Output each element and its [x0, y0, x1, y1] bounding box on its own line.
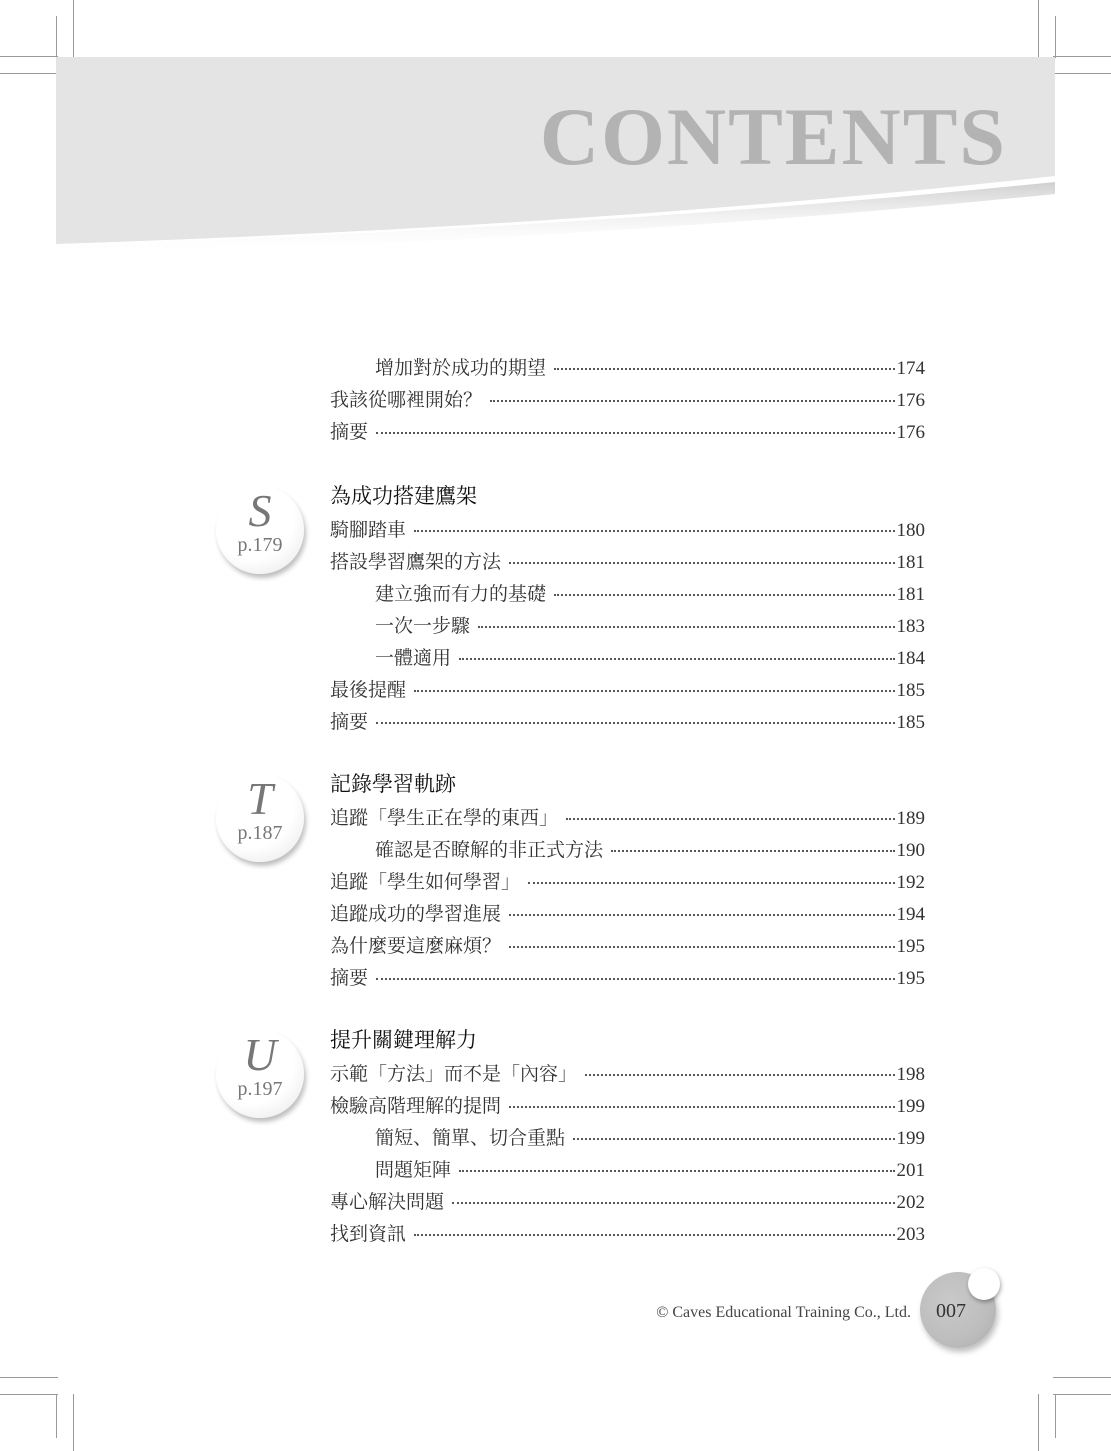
- toc-entry-page: 199: [896, 1128, 925, 1149]
- toc-entry[interactable]: [330, 706, 925, 738]
- toc-entry[interactable]: [330, 1186, 925, 1218]
- crop-mark: [73, 1394, 74, 1451]
- dot-leader: [509, 1106, 894, 1108]
- toc-entry-label: 為什麼要這麼麻煩？: [330, 935, 502, 957]
- chapter-title[interactable]: 提升關鍵理解力: [330, 1028, 477, 1052]
- toc-entry[interactable]: [330, 642, 925, 674]
- toc-entry-label: 追蹤成功的學習進展: [330, 903, 502, 925]
- crop-mark: [1053, 1394, 1111, 1395]
- chapter-body: [330, 478, 925, 738]
- dot-leader: [490, 400, 894, 402]
- toc-entry-label: 摘要: [330, 421, 369, 443]
- dot-leader: [459, 658, 894, 660]
- toc-entry-page: 184: [896, 648, 925, 669]
- chapter-badge[interactable]: [216, 486, 304, 574]
- crop-mark: [0, 1394, 58, 1395]
- toc-entry[interactable]: [330, 1090, 925, 1122]
- toc-entry-page: 180: [896, 520, 925, 541]
- chapter-page-ref: p.187: [237, 822, 283, 844]
- dot-leader: [528, 882, 894, 884]
- toc-entry-label: 增加對於成功的期望: [375, 357, 547, 379]
- toc-entry[interactable]: [330, 1154, 925, 1186]
- toc-entry[interactable]: [330, 866, 925, 898]
- toc-entry-page: 181: [896, 552, 925, 573]
- dot-leader: [459, 1170, 894, 1172]
- toc-entry-label: 建立強而有力的基礎: [375, 583, 547, 605]
- toc-entry-label: 摘要: [330, 711, 369, 733]
- dot-leader: [554, 368, 894, 370]
- chapter-title[interactable]: 記錄學習軌跡: [330, 772, 456, 796]
- toc-entry[interactable]: [330, 416, 925, 448]
- toc-entry-page: 194: [896, 904, 925, 925]
- toc-entry[interactable]: [330, 546, 925, 578]
- dot-leader: [611, 850, 894, 852]
- toc-entry-label: 一體適用: [375, 647, 452, 669]
- crop-mark: [56, 1394, 57, 1438]
- crop-mark: [1055, 1394, 1056, 1438]
- toc-entry[interactable]: [330, 898, 925, 930]
- toc-entry-page: 198: [896, 1064, 925, 1085]
- toc-entry[interactable]: [330, 384, 925, 416]
- toc-entry-page: 203: [896, 1224, 925, 1245]
- toc-entry-page: 199: [896, 1096, 925, 1117]
- toc-entry-label: 我該從哪裡開始？: [330, 389, 483, 411]
- toc-entry[interactable]: [330, 1218, 925, 1250]
- dot-leader: [585, 1074, 894, 1076]
- toc-entry-page: 190: [896, 840, 925, 861]
- toc-entry[interactable]: [330, 610, 925, 642]
- decorative-dot: [968, 1268, 1000, 1300]
- toc-entry-label: 搭設學習鷹架的方法: [330, 551, 502, 573]
- chapter-letter: T: [247, 773, 273, 824]
- toc-entry-page: 195: [896, 968, 925, 989]
- dot-leader: [376, 722, 894, 724]
- dot-leader: [376, 978, 894, 980]
- toc-entry-page: 176: [896, 422, 925, 443]
- dot-leader: [414, 690, 894, 692]
- toc-entry[interactable]: [330, 674, 925, 706]
- chapter-body: [330, 1022, 925, 1250]
- toc-entry[interactable]: [330, 578, 925, 610]
- dot-leader: [478, 626, 894, 628]
- toc-entry-label: 確認是否瞭解的非正式方法: [375, 839, 604, 861]
- dot-leader: [414, 530, 894, 532]
- dot-leader: [376, 432, 894, 434]
- toc-entry[interactable]: [330, 514, 925, 546]
- toc-entry-label: 問題矩陣: [375, 1159, 452, 1181]
- dot-leader: [554, 594, 894, 596]
- toc-entry-label: 一次一步驟: [375, 615, 471, 637]
- toc-entry-page: 174: [896, 358, 925, 379]
- dot-leader: [509, 914, 894, 916]
- toc-entry-label: 示範「方法」而不是「內容」: [330, 1063, 578, 1085]
- toc-entry-label: 追蹤「學生正在學的東西」: [330, 807, 559, 829]
- toc-entry-label: 騎腳踏車: [330, 519, 407, 541]
- toc-entry-page: 185: [896, 712, 925, 733]
- crop-mark: [1053, 1377, 1111, 1378]
- toc-entry-label: 摘要: [330, 967, 369, 989]
- toc-entry-label: 找到資訊: [330, 1223, 407, 1245]
- dot-leader: [573, 1138, 894, 1140]
- dot-leader: [414, 1234, 894, 1236]
- toc-entry-page: 202: [896, 1192, 925, 1213]
- toc-entry[interactable]: [330, 1058, 925, 1090]
- dot-leader: [509, 562, 894, 564]
- dot-leader: [566, 818, 894, 820]
- toc-entry-page: 183: [896, 616, 925, 637]
- toc-entry-label: 最後提醒: [330, 679, 407, 701]
- toc-entry[interactable]: [330, 834, 925, 866]
- toc-entry[interactable]: [330, 802, 925, 834]
- chapter-badge[interactable]: [216, 1030, 304, 1118]
- toc-entry[interactable]: [330, 962, 925, 994]
- chapter-page-ref: p.197: [237, 1078, 283, 1100]
- chapter-letter: S: [248, 485, 272, 536]
- toc-continued: [330, 352, 925, 448]
- toc-entry-label: 簡短、簡單、切合重點: [375, 1127, 566, 1149]
- crop-mark: [1038, 1394, 1039, 1451]
- copyright-notice: © Caves Educational Training Co., Ltd.: [656, 1304, 911, 1321]
- toc-entry[interactable]: [330, 930, 925, 962]
- chapter-badge[interactable]: [216, 774, 304, 862]
- toc-entry-page: 185: [896, 680, 925, 701]
- dot-leader: [452, 1202, 894, 1204]
- toc-entry-page: 181: [896, 584, 925, 605]
- chapter-title[interactable]: 為成功搭建鷹架: [330, 484, 477, 508]
- toc-entry[interactable]: [330, 352, 925, 384]
- toc-entry-label: 追蹤「學生如何學習」: [330, 871, 521, 893]
- toc-entry-page: 176: [896, 390, 925, 411]
- toc-entry-page: 195: [896, 936, 925, 957]
- page-number-badge: [920, 1272, 996, 1348]
- toc-entry-page: 189: [896, 808, 925, 829]
- page-title: CONTENTS: [539, 91, 1007, 182]
- toc-entry-label: 專心解決問題: [330, 1191, 445, 1213]
- page-number: 007: [936, 1300, 966, 1322]
- toc-entry-page: 201: [896, 1160, 925, 1181]
- dot-leader: [509, 946, 894, 948]
- chapter-body: [330, 766, 925, 994]
- toc-entry-page: 192: [896, 872, 925, 893]
- toc-entry-label: 檢驗高階理解的提問: [330, 1095, 502, 1117]
- toc-entry[interactable]: [330, 1122, 925, 1154]
- crop-mark: [0, 1377, 58, 1378]
- chapter-page-ref: p.179: [237, 534, 283, 556]
- chapter-letter: U: [243, 1029, 277, 1080]
